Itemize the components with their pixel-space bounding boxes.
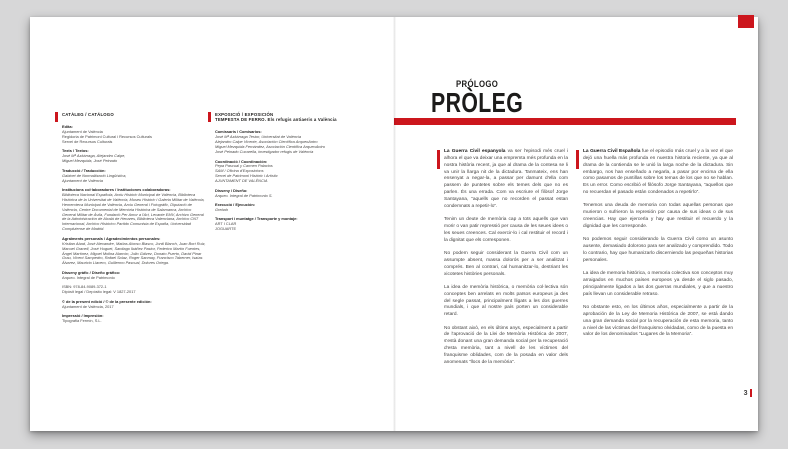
catalog-credit-label: Agraïments personals / Agradecimientos personales:	[62, 235, 161, 241]
catalog-credit-block	[62, 314, 206, 324]
exhibition-credit-label: Comissaris / Comisarios:	[215, 129, 262, 135]
book-spread	[30, 17, 758, 431]
prologue-paragraph: No podem seguir considerant la Guerra Civil com un assumpte absent, massa dolorós per a ser analitzat i comprés. Ben al contrari, cal humanitzar-lo, destriant les xicotetes històries personals.	[444, 250, 568, 277]
exhibition-credit-block	[215, 203, 337, 213]
catalog-credit-line: Kristian Abad, José Alexandre, Matías Alonso Blasco, Jordi Blanch, Juan Bort Ruiz, Manuel Granell, José Huguet, Santiago Ibáñez Pastor, Federico Martín Fuentes, Ángel Martínez, Miguel Molina Alarcón, Julio Gálvez, Donato Puerto, David Pinar Grau, Vicent Sampedro, Rafael Solaz, Roger Sanmay, Francisco Taberner, Isaías Álvarez, Mauricio Llavero, Guillermo Pascual, Dolores Ortega.	[62, 240, 206, 266]
red-accent-bar	[437, 150, 440, 169]
exhibition-credit-line: ART I CLAR	[215, 221, 237, 227]
prologue-column-spanish	[583, 149, 733, 346]
catalog-credit-line: Ajuntament de València	[62, 129, 103, 135]
exhibition-credit-block	[215, 130, 337, 155]
catalog-credit-line: Tipografia Fermín, S.L.	[62, 317, 102, 323]
exhibition-credit-line: SAM / Oficina d'Exposicions	[215, 168, 264, 174]
exhibition-column	[215, 112, 337, 237]
catalog-credit-block	[62, 237, 206, 266]
exhibition-credit-label: Execució / Ejecución:	[215, 202, 256, 208]
catalog-credit-label: Impressió / Impresión:	[62, 313, 104, 319]
catalog-credit-label: Institucions col·laboradores / Instituciones colaboradoras:	[62, 187, 171, 193]
catalog-credit-block	[62, 271, 206, 281]
paragraph-lead: La Guerra Civil Española	[583, 149, 641, 154]
catalog-credit-label: Texts / Textos:	[62, 148, 89, 154]
exhibition-credit-blocks	[215, 130, 337, 232]
catalog-column	[62, 112, 206, 328]
exhibition-credit-block	[215, 160, 337, 185]
catalog-credit-line: Miguel Mezquida, José Peinado	[62, 158, 118, 164]
exhibition-section-header	[215, 112, 337, 122]
red-accent-bar	[55, 112, 58, 122]
catalog-credit-label: © de la present edició / © de la presente edición:	[62, 298, 152, 304]
catalog-credit-block	[62, 285, 206, 295]
prologue-page	[394, 17, 758, 431]
exhibition-credit-line: Servei de Patrimoni Històric i Artístic	[215, 173, 278, 179]
catalog-credit-line: Regidoria de Patrimoni Cultural i Recursos Culturals	[62, 134, 152, 140]
catalog-credit-label: Disseny gràfic / Diseño gráfico:	[62, 269, 121, 275]
prologue-paragraph: La Guerra Civil Española fue el episodio más cruel y a la vez el que dejó una huella más profunda en nuestra historia reciente, ya que al drama de la contienda se le unió la larga noche de la dictadura. Sin embargo, nos han enseñado a negarla, a pasar por encima de ella como pasamos de puntillas sobre los temas de los que no se hablan. Es un error. Como escribió el filósofo Jorge Santayana, “aquellos que no recuerdan el pasado están condenados a repetirlo”.	[583, 149, 733, 197]
exhibition-credit-line: José Mª Azkárraga Testor, Universitat de València	[215, 134, 301, 140]
catalog-section-header	[62, 112, 206, 117]
prologue-paragraph: No obstante esto, en los últimos años, especialmente a partir de la aprobación de la Ley de Memoria Histórica de 2007, se está dando una gran demanda social por la recuperación de esta memoria, tanto a nivel de las víctimas del franquismo olvidadas, como de la puesta en valor de los denominados “Lugares de la Memoria”.	[583, 305, 733, 338]
catalog-credit-block	[62, 188, 206, 232]
catalog-credit-line: Ajuntament de València	[62, 177, 103, 183]
catalog-credit-line: ISBN: 978-84-9089-372-1	[62, 284, 107, 290]
catalog-credit-block	[62, 149, 206, 164]
exhibition-credit-label: Disseny / Diseño:	[215, 187, 248, 193]
exhibition-credit-block	[215, 189, 337, 199]
catalog-credit-line: Arqueo. Integral de Patrimonio	[62, 274, 115, 280]
catalog-header-label: CATÀLEG / CATÁLOGO	[62, 112, 114, 117]
exhibition-credit-line: Alejandro Calpe Vicente, Asociación Científica ArqueoAntro	[215, 139, 318, 145]
exhibition-credit-label: Transport i muntatge / Transporte y montaje:	[215, 216, 298, 222]
prologue-paragraph: La idea de memoria histórica, o memoria colectiva son conceptos muy arraigados en muchos países europeos ya desde el siglo pasado, principalmente ligados a las dos guerras mundiales, y que a nuestro país llevan un considerable retraso.	[583, 271, 733, 297]
catalog-credit-block	[62, 169, 206, 184]
prologue-paragraph: Tenim un deute de memòria cap a tots aquells que van morir o van patir repressió per causa de les seues idees o les seues creences. Cal exercir-lo i cal restituir el record i la dignitat que els corresponen.	[444, 217, 568, 243]
exhibition-credit-line: AJUNTAMENT DE VALÈNCIA	[215, 178, 268, 184]
prologue-column-valencian	[444, 149, 568, 373]
catalog-credit-blocks	[62, 125, 206, 324]
spread-crease	[393, 17, 396, 431]
red-title-rule	[394, 118, 736, 125]
prologue-paragraph: La idea de memòria històrica, o memòria col·lectiva són conceptes ben arrelats en molts països europeus ja des del segle passat, principalment lligats a les dos guerres mundials, i que al nostre país porten un considerable retard.	[444, 284, 568, 318]
exhibition-credit-label: Coordinació / Coordinación:	[215, 158, 268, 164]
catalog-credit-line: Servei de Recursos Culturals	[62, 138, 113, 144]
exhibition-credit-block	[215, 217, 337, 232]
exhibition-credit-line: Arqueo. Integral de Patrimonio S.	[215, 192, 273, 198]
red-accent-bar	[576, 150, 579, 169]
prologue-title-valencian: PRÒLEG	[431, 87, 524, 118]
exhibition-credit-line: JOGUARTE	[215, 226, 237, 232]
catalog-credit-block	[62, 125, 206, 145]
prologue-paragraph: No obstant això, en els últims anys, especialment a partir de l'aprovació de la Llei de Memòria Històrica de 2007, s'està donant una gran demanda social per la recuperació d'esta memòria, tant a nivell de les víctimes del franquisme oblidades, com de la posada en valor dels anomenats “llocs de la memòria”.	[444, 325, 568, 365]
prologue-paragraph: No podemos seguir considerando la Guerra Civil como un asunto ausente, demasiado doloroso para ser analizado y comprendido. Todo lo contrario, hay que humanizarlo discerniendo las pequeñas historias personales.	[583, 237, 733, 263]
exhibition-credit-line: José Peinado Cucarella, investigador refugis de València	[215, 149, 314, 155]
paragraph-lead: La Guerra Civil espanyola	[444, 149, 506, 154]
exhibition-title: TEMPESTA DE FERRO. Els refugis antiaeris a València	[215, 117, 337, 123]
page-number-block	[744, 389, 752, 397]
catalog-credit-line: Ajuntament de València, 2017	[62, 303, 114, 309]
prologue-paragraph: Tenemos una deuda de memoria con todas aquellas personas que murieron o sufrieron la represión por causa de sus ideas o de sus creencias. Hay que ejercerla y hay que restituir el recuerdo y la dignidad que les corresponde.	[583, 203, 733, 229]
catalog-credit-line: Gabinet de Normalització Lingüística,	[62, 172, 127, 178]
prologue-title-spanish: PRÓLOGO	[456, 79, 499, 90]
catalog-credit-line: José Mª Azkárraga, Alejandro Calpe,	[62, 153, 126, 159]
prologue-paragraph: La Guerra Civil espanyola va ser l'episodi més cruel i alhora el que va deixar una empremta més profunda en la nostra història recent, ja que al drama de la contesa se li va unir la llarga nit de la dictadura. Tanmateix, ens han ensenyat a negar-la, a passar per damunt d'ella com passem de puntetes sobre els temes dels que no es parlen. És una errada. Com va escriure el filòsof Jorge Santayana, “aquells que no recorden el passat estan condemnats a repetir-lo”.	[444, 149, 568, 211]
exhibition-header-label: EXPOSICIÓ / EXPOSICIÓN	[215, 112, 274, 117]
page-number: 3	[743, 389, 748, 397]
catalog-credit-line: Dipòsit legal / Depósito legal: V 1827-2017	[62, 289, 136, 295]
catalog-credit-line: Biblioteca Nacional Española, Arxiu Històric Municipal de València, Biblioteca Històrica de la Universitat de València, Museu Històric i Galeria Militar de València, Hemeroteca Municipal de València, Arxiu General i Fotogràfic, Diputació de València, Centre Documental de Memòria Històrica de Salamanca, Archivo General Militar de Ávila, Fundació Per Amor a l'Art, Levante EMV, Archivo General de la Administración de Alcalá de Henares, Biblioteca Valenciana, Archivo CNT Internacional, Archivo Histórico Partido Comunista de España, Universidad Complutense de Madrid.	[62, 191, 205, 232]
catalog-credit-block	[62, 300, 206, 310]
page-number-red-tick	[750, 389, 753, 397]
credits-page	[30, 17, 394, 431]
exhibition-credit-line: Grebah	[215, 206, 228, 212]
exhibition-credit-line: Pepa Pascual y Carmen Palacios	[215, 163, 273, 169]
exhibition-credit-line: Miguel Mezquida Fernández, Asociación Científica ArqueoAntro	[215, 144, 326, 150]
catalog-credit-label: Edita:	[62, 124, 73, 130]
red-accent-bar	[208, 112, 211, 122]
catalog-credit-label: Traducció / Traducción:	[62, 167, 106, 173]
